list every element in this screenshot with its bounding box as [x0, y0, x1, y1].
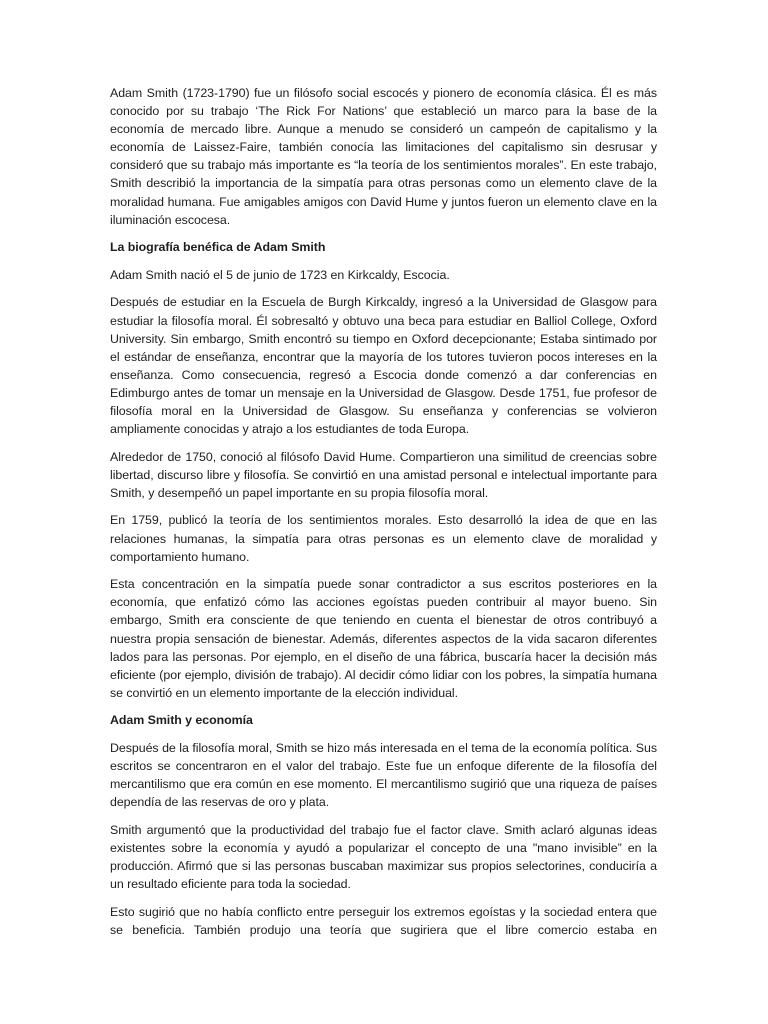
intro-paragraph: Adam Smith (1723-1790) fue un filósofo social escocés y pionero de economía clásica. Él es más conocido por su trabajo ‘The Rick For Nations’ que estableció un marco para la base de la economía de mercado libre. Aunque a menudo se consideró un campeón de capitalismo y la economía de Laissez-Faire, también conocía las limitaciones del capitalismo sin desrusar y consideró que su trabajo más importante es “la teoría de los sentimientos morales”. En este trabajo, Smith describió la importancia de la simpatía para otras personas como un elemento clave de la moralidad humana. Fue amigables amigos con David Hume y juntos fueron un elemento clave en la iluminación escocesa. [110, 86, 657, 227]
sympathy-paragraph: Esta concentración en la simpatía puede sonar contradictor a sus escritos posteriores en la economía, que enfatizó cómo las acciones egoístas pueden contribuir al mayor bueno. Sin embargo, Smith era consciente de que teniendo en cuenta el bienestar de otros contribuyó a nuestra propia sensación de bienestar. Además, diferentes aspectos de la vida sacaron diferentes lados para las personas. Por ejemplo, en el diseño de una fábrica, buscaría hacer la decisión más eficiente (por ejemplo, división de trabajo). Al decidir cómo lidiar con los pobres, la simpatía humana se convirtió en un elemento importante de la elección individual. [110, 577, 657, 700]
invisible-hand-paragraph: Smith argumentó que la productividad del trabajo fue el factor clave. Smith aclaró algunas ideas existentes sobre la economía y ayudó a popularizar el concepto de una "mano invisible” en la producción. Afirmó que si las personas buscaban maximizar sus propios selectorines, conduciría a un resultado eficiente para toda la sociedad. [110, 822, 657, 892]
free-trade-paragraph: Esto sugirió que no había conflicto entre perseguir los extremos egoístas y la sociedad entera que se beneficia. También produjo una teoría que sugiriera que el libre comercio estaba en [110, 904, 657, 937]
mercantilism-paragraph: Después de la filosofía moral, Smith se hizo más interesada en el tema de la economía política. Sus escritos se concentraron en el valor del trabajo. Este fue un enfoque diferente de la filosofía del mercantilismo que era común en ese momento. El mercantilismo sugirió que una riqueza de países dependía de las reservas de oro y plata. [110, 741, 657, 810]
birth-paragraph: Adam Smith nació el 5 de junio de 1723 en Kirkcaldy, Escocia. [110, 267, 450, 282]
education-paragraph: Después de estudiar en la Escuela de Burgh Kirkcaldy, ingresó a la Universidad de Glasgow para estudiar la filosofía moral. Él sobresaltó y obtuvo una beca para estudiar en Balliol College, Oxford University. Sin embargo, Smith encontró su tiempo en Oxford decepcionante; Estaba sintimado por el estándar de enseñanza, encontrar que la mayoría de los tutores tuvieron pocos intereses en la enseñanza. Como consecuencia, regresó a Escocia donde comenzó a dar conferencias en Edimburgo antes de tomar un mensaje en la Universidad de Glasgow. Desde 1751, fue profesor de filosofía moral en la Universidad de Glasgow. Su enseñanza y conferencias se volvieron ampliamente conocidas y atrajo a los estudiantes de toda Europa. [110, 295, 657, 437]
hume-paragraph: Alrededor de 1750, conoció al filósofo David Hume. Compartieron una similitud de creencias sobre libertad, discurso libre y filosofía. Se convirtió en una amistad personal e intelectual importante para Smith, y desempeñó un papel importante en su propia filosofía moral. [110, 449, 657, 500]
section-heading-economics: Adam Smith y economía [110, 713, 253, 728]
moral-sentiments-paragraph: En 1759, publicó la teoría de los sentimientos morales. Esto desarrolló la idea de que en las relaciones humanas, la simpatía para otras personas es un elemento clave de moralidad y comportamiento humano. [110, 513, 657, 564]
document-page [110, 84, 657, 948]
section-heading-biography: La biografía benéfica de Adam Smith [110, 240, 326, 255]
